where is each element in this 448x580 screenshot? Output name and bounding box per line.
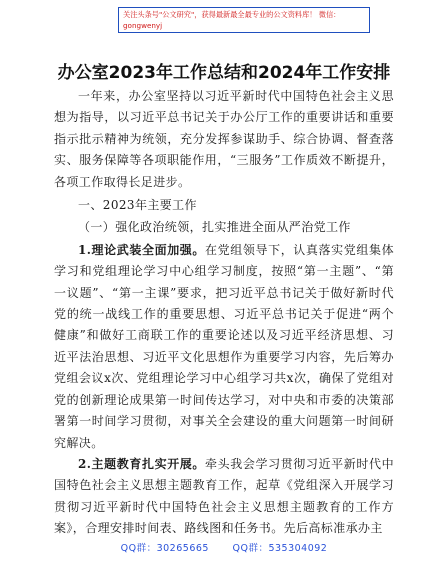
item-paragraph-1 bbox=[54, 240, 394, 454]
item-text-1: 在党组领导下，认真落实党组集体学习和党组理论学习中心组学习制度，按照“第一主题”、“第一议题”、“第一主课”要求，把习近平总书记关于做好新时代党的统一战线工作的重要思想、习近平总书记关于促进“两个健康”和做好工商联工作的重要论述以及习近平经济思想、习近平法治思想、习近平文化思想作为重要学习内容，先后筹办党组会议x次、党组理论学习中心组学习共x次，确保了党组对党的创新理论成果第一时间传达学习，对中央和市委的决策部署第一时间学习贯彻，对事关全会建设的重大问题第一时间研究解决。 bbox=[54, 242, 394, 450]
intro-paragraph: 一年来，办公室坚持以习近平新时代中国特色社会主义思想为指导，以习近平总书记关于办公厅工作的重要讲话和重要指示批示精神为统领，充分发挥参谋助手、综合协调、督查落实、服务保障等各项职能作用，“三服务”工作质效不断提升，各项工作取得长足进步。 bbox=[54, 89, 394, 189]
item-paragraph-2 bbox=[54, 454, 394, 540]
promo-banner: 关注头条号"公文研究"，获得最新最全最专业的公文资料库！ 微信：gongwenyj bbox=[118, 7, 370, 33]
item-lead-1: 1.理论武装全面加强。 bbox=[78, 242, 206, 257]
subsection-heading: （一）强化政治统领，扎实推进全面从严治党工作 bbox=[78, 220, 351, 235]
document-title: 办公室2023年工作总结和2024年工作安排 bbox=[57, 63, 391, 83]
footer-qq-1: QQ群：30265665 bbox=[120, 543, 209, 554]
document-body bbox=[54, 86, 394, 540]
footer-contacts bbox=[0, 540, 448, 554]
item-text-2: 牵头我会学习贯彻习近平新时代中国特色社会主义思想主题教育工作，起草《党组深入开展学习贯彻习近平新时代中国特色社会主义思想主题教育的工作方案》，合理安排时间表、路线图和任务书。先后高标准承办主 bbox=[54, 456, 394, 536]
item-lead-2: 2.主题教育扎实开展。 bbox=[78, 456, 206, 471]
footer-qq-2: QQ群：535304092 bbox=[232, 543, 328, 554]
section-heading: 一、2023年主要工作 bbox=[78, 198, 197, 213]
